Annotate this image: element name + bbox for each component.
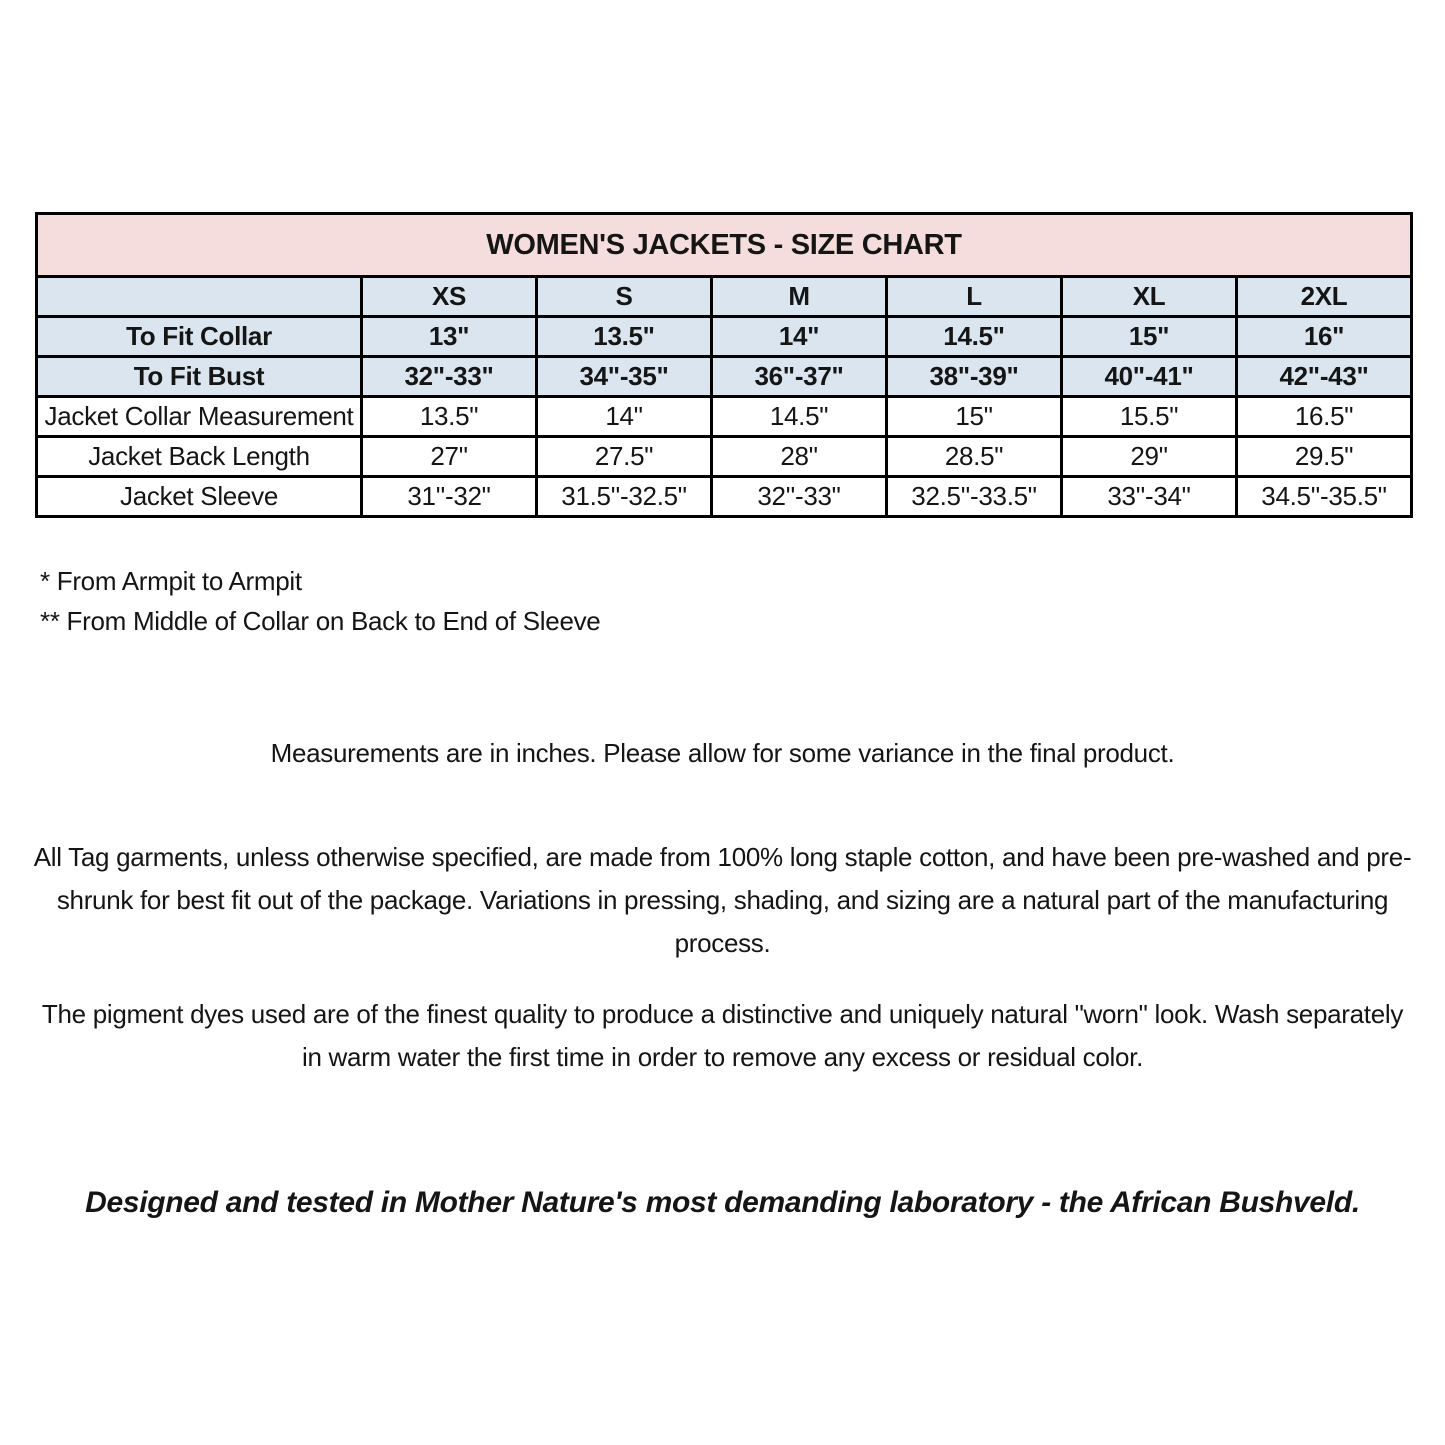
- table-cell: 36"-37": [712, 357, 887, 397]
- size-header-row: [37, 277, 1412, 317]
- size-header-xl: XL: [1062, 277, 1237, 317]
- row-label: Jacket Back Length: [37, 437, 362, 477]
- row-label: Jacket Sleeve: [37, 477, 362, 517]
- paragraph-garment-info: All Tag garments, unless otherwise specified, are made from 100% long staple cotton, and have been pre-washed and pre-shrunk for best fit out of the package. Variations in pressing, shading, and sizing are a natural part of the manufacturing process.: [33, 842, 1412, 958]
- size-header-xs: XS: [362, 277, 537, 317]
- table-cell: 14.5": [712, 397, 887, 437]
- paragraph-pigment-care: The pigment dyes used are of the finest quality to produce a distinctive and uniquely natural "worn" look. Wash separately in warm water the first time in order to remove any excess or residual color.: [41, 999, 1404, 1072]
- footnotes-block: [40, 561, 600, 641]
- table-cell: 42"-43": [1237, 357, 1412, 397]
- table-cell: 33''-34": [1062, 477, 1237, 517]
- table-cell: 31.5''-32.5": [537, 477, 712, 517]
- table-cell: 31''-32": [362, 477, 537, 517]
- table-cell: 13.5": [537, 317, 712, 357]
- table-cell: 38"-39": [887, 357, 1062, 397]
- table-row-jacket-sleeve: [37, 477, 1412, 517]
- table-row-jacket-back-length: [37, 437, 1412, 477]
- table-cell: 29": [1062, 437, 1237, 477]
- paragraph-measurements-note: Measurements are in inches. Please allow for some variance in the final product.: [270, 738, 1175, 768]
- corner-empty-cell: [37, 277, 362, 317]
- size-header-2xl: 2XL: [1237, 277, 1412, 317]
- size-header-l: L: [887, 277, 1062, 317]
- table-cell: 15.5": [1062, 397, 1237, 437]
- brand-tagline: Designed and tested in Mother Nature's most demanding laboratory - the African Bushveld.: [85, 1186, 1360, 1219]
- table-cell: 14.5": [887, 317, 1062, 357]
- table-cell: 14": [712, 317, 887, 357]
- table-cell: 27": [362, 437, 537, 477]
- table-cell: 16.5": [1237, 397, 1412, 437]
- size-header-s: S: [537, 277, 712, 317]
- table-title: WOMEN'S JACKETS - SIZE CHART: [37, 214, 1412, 277]
- table-cell: 28.5": [887, 437, 1062, 477]
- footnote-sleeve: ** From Middle of Collar on Back to End of Sleeve: [40, 606, 601, 636]
- table-cell: 13": [362, 317, 537, 357]
- table-row-to-fit-bust: [37, 357, 1412, 397]
- table-cell: 15": [1062, 317, 1237, 357]
- table-cell: 34"-35": [537, 357, 712, 397]
- table-cell: 14": [537, 397, 712, 437]
- table-cell: 40"-41": [1062, 357, 1237, 397]
- table-cell: 32.5''-33.5": [887, 477, 1062, 517]
- table-cell: 13.5": [362, 397, 537, 437]
- table-row-to-fit-collar: [37, 317, 1412, 357]
- row-label: Jacket Collar Measurement: [37, 397, 362, 437]
- row-label: To Fit Collar: [37, 317, 362, 357]
- table-cell: 32"-33": [362, 357, 537, 397]
- row-label: To Fit Bust: [37, 357, 362, 397]
- table-row-jacket-collar-measurement: [37, 397, 1412, 437]
- size-header-m: M: [712, 277, 887, 317]
- footnote-armpit: * From Armpit to Armpit: [40, 566, 302, 596]
- table-cell: 15": [887, 397, 1062, 437]
- table-cell: 27.5": [537, 437, 712, 477]
- table-cell: 32''-33": [712, 477, 887, 517]
- table-cell: 16": [1237, 317, 1412, 357]
- table-title-row: [37, 214, 1412, 277]
- size-chart-table: [35, 212, 1413, 518]
- table-cell: 34.5''-35.5": [1237, 477, 1412, 517]
- table-cell: 28": [712, 437, 887, 477]
- table-cell: 29.5": [1237, 437, 1412, 477]
